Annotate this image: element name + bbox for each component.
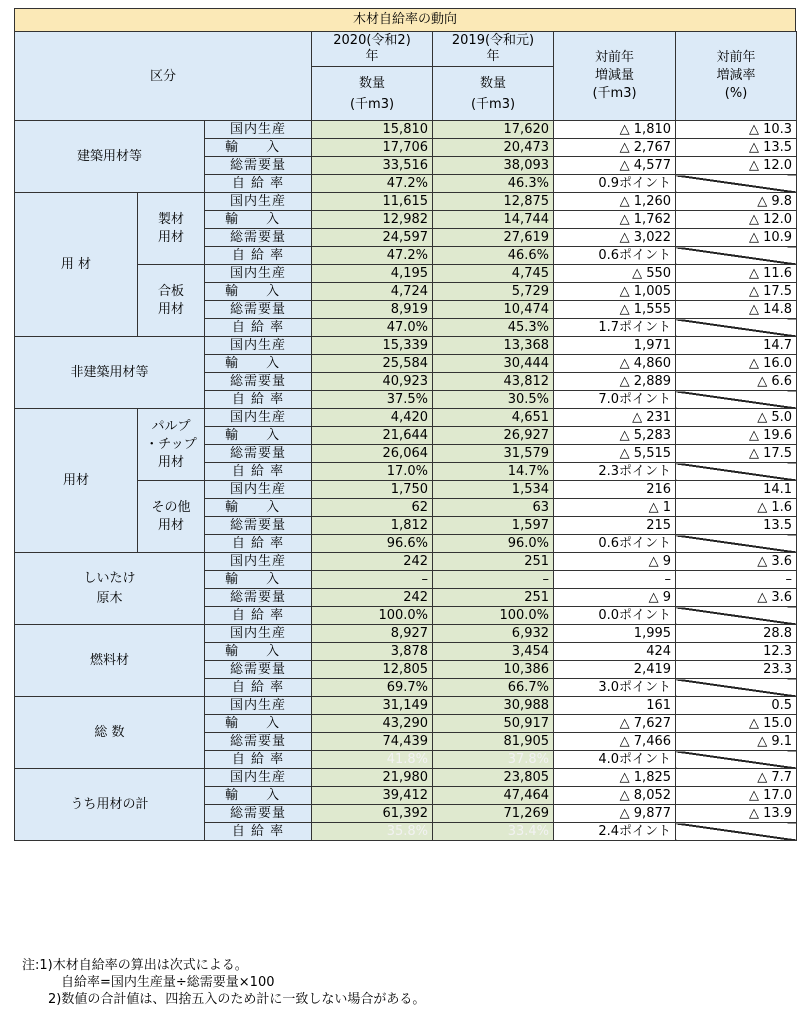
table-row bbox=[15, 337, 797, 355]
value-2020: 242 bbox=[312, 553, 433, 571]
row-item-label: 自 給 率 bbox=[205, 535, 312, 553]
row-item-label: 輸 入 bbox=[205, 787, 312, 805]
group-label: しいたけ 原木 bbox=[15, 553, 205, 625]
value-2019: 33.4% bbox=[433, 823, 554, 841]
table-row bbox=[15, 625, 797, 643]
value-change: △ 1,762 bbox=[554, 211, 676, 229]
value-2020: 62 bbox=[312, 499, 433, 517]
self-sufficiency-table-container bbox=[14, 8, 796, 841]
value-rate: 12.3 bbox=[676, 643, 797, 661]
value-change: △ 1 bbox=[554, 499, 676, 517]
value-2019: 63 bbox=[433, 499, 554, 517]
value-change: – bbox=[554, 571, 676, 589]
value-change: 0.6ポイント bbox=[554, 247, 676, 265]
header-year-2020: 2020(令和2) 年 bbox=[312, 32, 433, 67]
value-rate: – bbox=[676, 571, 797, 589]
row-item-label: 国内生産 bbox=[205, 481, 312, 499]
value-change: 2.3ポイント bbox=[554, 463, 676, 481]
row-item-label: 国内生産 bbox=[205, 193, 312, 211]
value-2020: 17.0% bbox=[312, 463, 433, 481]
value-rate: △ 11.6 bbox=[676, 265, 797, 283]
group-label: 用 材 bbox=[15, 193, 138, 337]
value-2019: 14.7% bbox=[433, 463, 554, 481]
value-2020: 47.2% bbox=[312, 247, 433, 265]
value-change: 1,971 bbox=[554, 337, 676, 355]
rate-diagonal-empty bbox=[676, 823, 797, 841]
row-item-label: 国内生産 bbox=[205, 769, 312, 787]
row-item-label: 自 給 率 bbox=[205, 175, 312, 193]
value-rate: △ 13.5 bbox=[676, 139, 797, 157]
value-change: △ 9 bbox=[554, 553, 676, 571]
value-change: △ 7,466 bbox=[554, 733, 676, 751]
subgroup-label: その他 用材 bbox=[138, 481, 205, 553]
group-label: うち用材の計 bbox=[15, 769, 205, 841]
value-rate: △ 17.0 bbox=[676, 787, 797, 805]
value-2020: 15,339 bbox=[312, 337, 433, 355]
value-rate: △ 15.0 bbox=[676, 715, 797, 733]
value-2019: 45.3% bbox=[433, 319, 554, 337]
header-qty-2020: 数量 (千m3) bbox=[312, 67, 433, 121]
value-rate: △ 1.6 bbox=[676, 499, 797, 517]
value-2019: 43,812 bbox=[433, 373, 554, 391]
value-2020: 100.0% bbox=[312, 607, 433, 625]
row-item-label: 輸 入 bbox=[205, 715, 312, 733]
rate-diagonal-empty bbox=[676, 679, 797, 697]
value-change: 424 bbox=[554, 643, 676, 661]
value-2019: 251 bbox=[433, 553, 554, 571]
value-2019: 3,454 bbox=[433, 643, 554, 661]
group-label: 総 数 bbox=[15, 697, 205, 769]
value-change: △ 1,810 bbox=[554, 121, 676, 139]
value-rate: 14.7 bbox=[676, 337, 797, 355]
value-2020: 25,584 bbox=[312, 355, 433, 373]
value-change: 161 bbox=[554, 697, 676, 715]
table-row bbox=[15, 409, 797, 427]
value-2020: 41.8% bbox=[312, 751, 433, 769]
value-2019: 46.6% bbox=[433, 247, 554, 265]
row-item-label: 国内生産 bbox=[205, 553, 312, 571]
value-2019: 1,597 bbox=[433, 517, 554, 535]
value-2020: 1,812 bbox=[312, 517, 433, 535]
value-2019: 4,651 bbox=[433, 409, 554, 427]
value-change: △ 550 bbox=[554, 265, 676, 283]
value-change: 2.4ポイント bbox=[554, 823, 676, 841]
value-2020: 47.2% bbox=[312, 175, 433, 193]
subgroup-label: 合板 用材 bbox=[138, 265, 205, 337]
value-2020: 31,149 bbox=[312, 697, 433, 715]
header-row-1 bbox=[15, 32, 797, 67]
row-item-label: 自 給 率 bbox=[205, 247, 312, 265]
value-2019: 30,444 bbox=[433, 355, 554, 373]
rate-diagonal-empty bbox=[676, 391, 797, 409]
value-rate: △ 17.5 bbox=[676, 283, 797, 301]
value-2020: 4,195 bbox=[312, 265, 433, 283]
value-rate: 23.3 bbox=[676, 661, 797, 679]
value-change: 3.0ポイント bbox=[554, 679, 676, 697]
value-2019: 30,988 bbox=[433, 697, 554, 715]
rate-diagonal-empty bbox=[676, 319, 797, 337]
value-2020: 24,597 bbox=[312, 229, 433, 247]
value-2019: 37.8% bbox=[433, 751, 554, 769]
value-2019: 96.0% bbox=[433, 535, 554, 553]
value-change: 2,419 bbox=[554, 661, 676, 679]
value-2020: 12,982 bbox=[312, 211, 433, 229]
header-qty-2019: 数量 (千m3) bbox=[433, 67, 554, 121]
value-change: 0.9ポイント bbox=[554, 175, 676, 193]
value-change: △ 1,825 bbox=[554, 769, 676, 787]
table-row bbox=[15, 769, 797, 787]
row-item-label: 国内生産 bbox=[205, 337, 312, 355]
value-rate: △ 16.0 bbox=[676, 355, 797, 373]
table-body bbox=[15, 32, 797, 841]
row-item-label: 総需要量 bbox=[205, 229, 312, 247]
row-item-label: 輸 入 bbox=[205, 427, 312, 445]
value-2019: 50,917 bbox=[433, 715, 554, 733]
value-2020: 61,392 bbox=[312, 805, 433, 823]
note-line: 自給率=国内生産量÷総需要量×100 bbox=[22, 975, 275, 990]
value-rate: △ 5.0 bbox=[676, 409, 797, 427]
value-rate: △ 17.5 bbox=[676, 445, 797, 463]
header-rate: 対前年 増減率 (%) bbox=[676, 32, 797, 121]
row-item-label: 輸 入 bbox=[205, 211, 312, 229]
value-2019: 47,464 bbox=[433, 787, 554, 805]
value-2019: 17,620 bbox=[433, 121, 554, 139]
value-2020: 47.0% bbox=[312, 319, 433, 337]
value-2020: – bbox=[312, 571, 433, 589]
row-item-label: 国内生産 bbox=[205, 121, 312, 139]
value-2019: 27,619 bbox=[433, 229, 554, 247]
value-2019: 23,805 bbox=[433, 769, 554, 787]
value-change: △ 9 bbox=[554, 589, 676, 607]
value-change: △ 4,577 bbox=[554, 157, 676, 175]
value-rate: △ 3.6 bbox=[676, 553, 797, 571]
value-change: △ 2,767 bbox=[554, 139, 676, 157]
value-2020: 8,927 bbox=[312, 625, 433, 643]
row-item-label: 総需要量 bbox=[205, 805, 312, 823]
row-item-label: 総需要量 bbox=[205, 373, 312, 391]
row-item-label: 自 給 率 bbox=[205, 823, 312, 841]
value-rate: △ 13.9 bbox=[676, 805, 797, 823]
value-2019: 13,368 bbox=[433, 337, 554, 355]
value-change: △ 2,889 bbox=[554, 373, 676, 391]
value-2019: 5,729 bbox=[433, 283, 554, 301]
row-item-label: 自 給 率 bbox=[205, 319, 312, 337]
value-change: △ 231 bbox=[554, 409, 676, 427]
value-change: 0.6ポイント bbox=[554, 535, 676, 553]
row-item-label: 国内生産 bbox=[205, 625, 312, 643]
value-rate: △ 9.1 bbox=[676, 733, 797, 751]
value-2020: 69.7% bbox=[312, 679, 433, 697]
value-change: △ 1,260 bbox=[554, 193, 676, 211]
row-item-label: 総需要量 bbox=[205, 445, 312, 463]
value-2019: 251 bbox=[433, 589, 554, 607]
value-2020: 40,923 bbox=[312, 373, 433, 391]
value-rate: △ 9.8 bbox=[676, 193, 797, 211]
value-rate: △ 10.3 bbox=[676, 121, 797, 139]
value-rate: △ 19.6 bbox=[676, 427, 797, 445]
value-change: △ 5,283 bbox=[554, 427, 676, 445]
rate-diagonal-empty bbox=[676, 607, 797, 625]
table-title: 木材自給率の動向 bbox=[14, 8, 796, 31]
value-2019: 31,579 bbox=[433, 445, 554, 463]
value-2020: 43,290 bbox=[312, 715, 433, 733]
value-2020: 8,919 bbox=[312, 301, 433, 319]
row-item-label: 輸 入 bbox=[205, 643, 312, 661]
value-2020: 242 bbox=[312, 589, 433, 607]
value-change: 215 bbox=[554, 517, 676, 535]
value-change: 7.0ポイント bbox=[554, 391, 676, 409]
rate-diagonal-empty bbox=[676, 175, 797, 193]
value-rate: △ 6.6 bbox=[676, 373, 797, 391]
value-2019: 81,905 bbox=[433, 733, 554, 751]
group-label: 用材 bbox=[15, 409, 138, 553]
value-rate: 28.8 bbox=[676, 625, 797, 643]
header-change: 対前年 増減量 (千m3) bbox=[554, 32, 676, 121]
value-2019: 20,473 bbox=[433, 139, 554, 157]
value-rate: △ 7.7 bbox=[676, 769, 797, 787]
table-row bbox=[15, 553, 797, 571]
value-2019: 12,875 bbox=[433, 193, 554, 211]
row-item-label: 輸 入 bbox=[205, 355, 312, 373]
value-2020: 11,615 bbox=[312, 193, 433, 211]
row-item-label: 輸 入 bbox=[205, 571, 312, 589]
value-2020: 15,810 bbox=[312, 121, 433, 139]
row-item-label: 自 給 率 bbox=[205, 751, 312, 769]
value-2019: 4,745 bbox=[433, 265, 554, 283]
value-2020: 3,878 bbox=[312, 643, 433, 661]
row-item-label: 自 給 率 bbox=[205, 679, 312, 697]
value-2020: 21,644 bbox=[312, 427, 433, 445]
group-label: 建築用材等 bbox=[15, 121, 205, 193]
value-change: △ 1,005 bbox=[554, 283, 676, 301]
value-2020: 39,412 bbox=[312, 787, 433, 805]
header-category: 区分 bbox=[15, 32, 312, 121]
value-2020: 35.8% bbox=[312, 823, 433, 841]
value-2019: 46.3% bbox=[433, 175, 554, 193]
row-item-label: 輸 入 bbox=[205, 283, 312, 301]
value-2020: 96.6% bbox=[312, 535, 433, 553]
row-item-label: 総需要量 bbox=[205, 661, 312, 679]
row-item-label: 国内生産 bbox=[205, 697, 312, 715]
value-2019: 71,269 bbox=[433, 805, 554, 823]
table-row bbox=[15, 193, 797, 211]
value-2019: 10,386 bbox=[433, 661, 554, 679]
value-rate: 13.5 bbox=[676, 517, 797, 535]
note-line: 2)数値の合計値は、四捨五入のため計に一致しない場合がある。 bbox=[22, 992, 426, 1007]
row-item-label: 自 給 率 bbox=[205, 391, 312, 409]
table-row bbox=[15, 697, 797, 715]
value-change: △ 7,627 bbox=[554, 715, 676, 733]
value-rate: △ 12.0 bbox=[676, 157, 797, 175]
value-2020: 1,750 bbox=[312, 481, 433, 499]
value-2019: 6,932 bbox=[433, 625, 554, 643]
header-year-2019: 2019(令和元) 年 bbox=[433, 32, 554, 67]
value-change: 0.0ポイント bbox=[554, 607, 676, 625]
value-2020: 37.5% bbox=[312, 391, 433, 409]
table-row bbox=[15, 121, 797, 139]
value-2019: 26,927 bbox=[433, 427, 554, 445]
row-item-label: 総需要量 bbox=[205, 733, 312, 751]
value-2019: – bbox=[433, 571, 554, 589]
row-item-label: 自 給 率 bbox=[205, 463, 312, 481]
value-2020: 4,420 bbox=[312, 409, 433, 427]
value-2020: 12,805 bbox=[312, 661, 433, 679]
value-rate: △ 10.9 bbox=[676, 229, 797, 247]
value-2020: 21,980 bbox=[312, 769, 433, 787]
rate-diagonal-empty bbox=[676, 751, 797, 769]
value-2019: 14,744 bbox=[433, 211, 554, 229]
value-change: 1,995 bbox=[554, 625, 676, 643]
value-2020: 26,064 bbox=[312, 445, 433, 463]
row-item-label: 総需要量 bbox=[205, 517, 312, 535]
value-rate: 14.1 bbox=[676, 481, 797, 499]
row-item-label: 国内生産 bbox=[205, 409, 312, 427]
row-item-label: 自 給 率 bbox=[205, 607, 312, 625]
value-rate: △ 12.0 bbox=[676, 211, 797, 229]
subgroup-label: 製材 用材 bbox=[138, 193, 205, 265]
row-item-label: 総需要量 bbox=[205, 301, 312, 319]
row-item-label: 総需要量 bbox=[205, 157, 312, 175]
value-2020: 33,516 bbox=[312, 157, 433, 175]
value-2019: 1,534 bbox=[433, 481, 554, 499]
value-rate: 0.5 bbox=[676, 697, 797, 715]
value-change: △ 9,877 bbox=[554, 805, 676, 823]
value-change: 4.0ポイント bbox=[554, 751, 676, 769]
value-2020: 74,439 bbox=[312, 733, 433, 751]
row-item-label: 輸 入 bbox=[205, 139, 312, 157]
group-label: 燃料材 bbox=[15, 625, 205, 697]
value-change: △ 1,555 bbox=[554, 301, 676, 319]
value-2019: 100.0% bbox=[433, 607, 554, 625]
value-change: 216 bbox=[554, 481, 676, 499]
rate-diagonal-empty bbox=[676, 463, 797, 481]
value-2019: 66.7% bbox=[433, 679, 554, 697]
value-2020: 17,706 bbox=[312, 139, 433, 157]
row-item-label: 総需要量 bbox=[205, 589, 312, 607]
self-sufficiency-table bbox=[14, 31, 797, 841]
row-item-label: 輸 入 bbox=[205, 499, 312, 517]
value-2019: 10,474 bbox=[433, 301, 554, 319]
value-2020: 4,724 bbox=[312, 283, 433, 301]
rate-diagonal-empty bbox=[676, 535, 797, 553]
value-rate: △ 3.6 bbox=[676, 589, 797, 607]
value-rate: △ 14.8 bbox=[676, 301, 797, 319]
group-label: 非建築用材等 bbox=[15, 337, 205, 409]
value-2019: 38,093 bbox=[433, 157, 554, 175]
value-change: 1.7ポイント bbox=[554, 319, 676, 337]
subgroup-label: パルプ ・チップ 用材 bbox=[138, 409, 205, 481]
rate-diagonal-empty bbox=[676, 247, 797, 265]
note-line: 注:1)木材自給率の算出は次式による。 bbox=[22, 958, 248, 973]
row-item-label: 国内生産 bbox=[205, 265, 312, 283]
value-change: △ 5,515 bbox=[554, 445, 676, 463]
value-change: △ 3,022 bbox=[554, 229, 676, 247]
value-change: △ 8,052 bbox=[554, 787, 676, 805]
value-change: △ 4,860 bbox=[554, 355, 676, 373]
footnotes bbox=[22, 957, 425, 1008]
value-2019: 30.5% bbox=[433, 391, 554, 409]
